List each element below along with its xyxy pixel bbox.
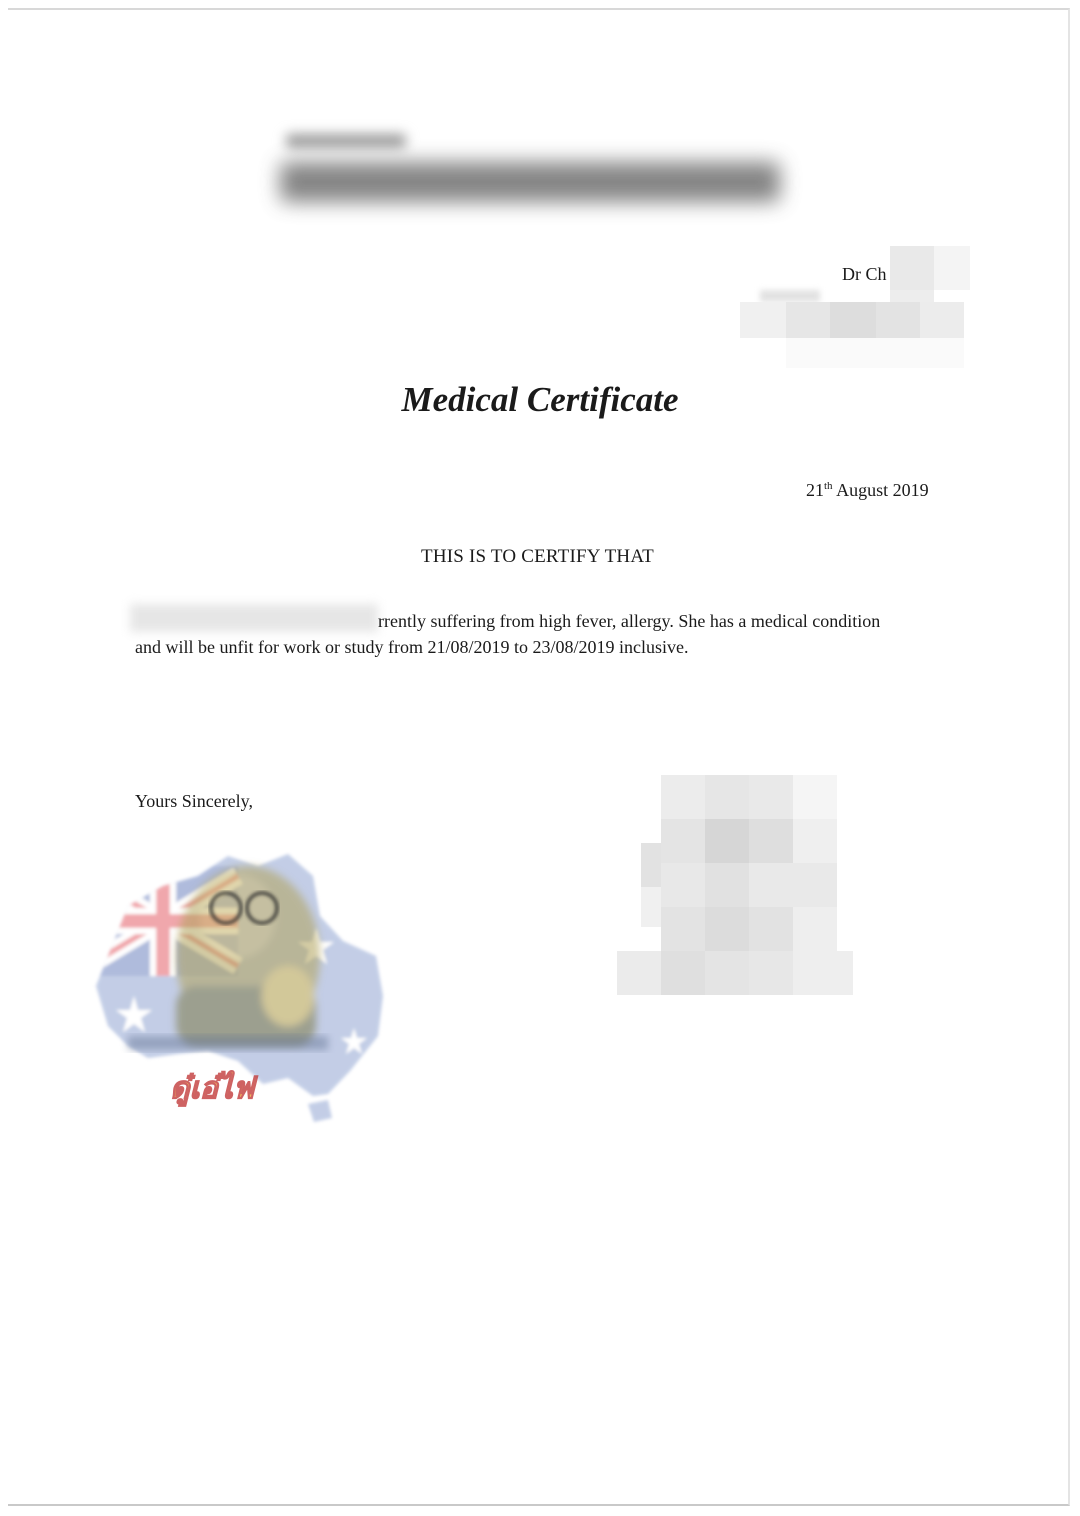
date-month-year: August 2019 — [832, 480, 929, 500]
date-suffix: th — [824, 480, 833, 492]
certificate-date — [806, 480, 929, 501]
signature-redacted — [617, 775, 857, 997]
page-sheet — [8, 8, 1070, 1506]
watermark-graphic — [88, 846, 388, 1126]
closing-salutation: Yours Sincerely, — [135, 791, 254, 811]
doctor-details-redacted — [740, 246, 970, 370]
date-day: 21 — [806, 480, 824, 500]
doctor-name: Dr Ch — [842, 264, 887, 284]
australia-map-flag-watermark-icon — [88, 846, 388, 1126]
letterhead-large-line — [280, 162, 780, 202]
certify-heading: THIS IS TO CERTIFY THAT — [421, 546, 654, 567]
certificate-title: Medical Certificate — [401, 380, 679, 419]
body-line-1: rrently suffering from high fever, allergy. She has a medical condition — [378, 611, 881, 631]
body-line-2: and will be unfit for work or study from 21/08/2019 to 23/08/2019 inclusive. — [135, 637, 689, 657]
watermark-text: ดู๋เอ๋ไฟ — [170, 1071, 255, 1106]
letterhead-logo-redacted — [280, 120, 800, 220]
patient-name-redacted — [130, 604, 378, 632]
letterhead-small-line — [286, 134, 406, 148]
